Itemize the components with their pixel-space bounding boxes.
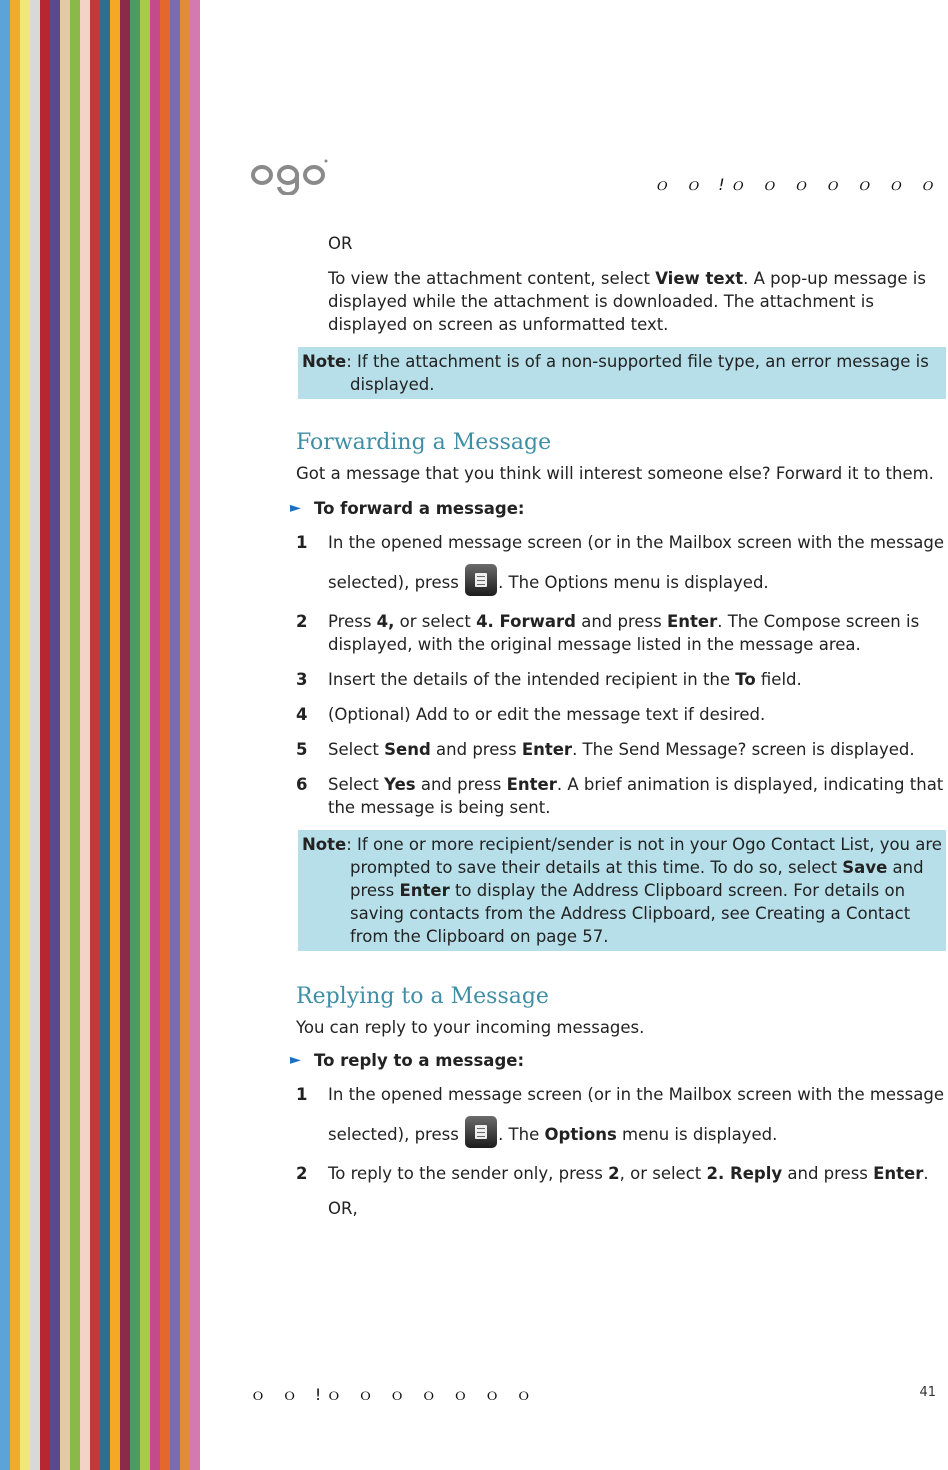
or-text: OR, <box>328 1199 358 1218</box>
section-heading-forward: Forwarding a Message <box>296 430 552 455</box>
arrow-right-icon: ► <box>290 500 301 516</box>
procedure-title-reply: ► To reply to a message: <box>290 1051 525 1070</box>
stripe <box>80 0 90 1470</box>
step-item: 1 In the opened message screen (or in the Mailbox screen with the message selected), press . The Options menu is displayed. <box>296 1083 946 1155</box>
step-item: 6 Select Yes and press Enter. A brief animation is displayed, indicating that the message is being sent. <box>296 775 944 817</box>
footer-title: ｏ ｏ !ｏ ｏ ｏ ｏ ｏ ｏ ｏ <box>250 1385 535 1404</box>
note-box: Note: If the attachment is of a non-supported file type, an error message is displayed. <box>298 347 946 399</box>
stripe <box>0 0 10 1470</box>
page-number: 41 <box>919 1385 936 1400</box>
stripe <box>60 0 70 1470</box>
stripe <box>120 0 130 1470</box>
ogo-logo <box>250 155 330 195</box>
stripe <box>140 0 150 1470</box>
stripe <box>110 0 120 1470</box>
menu-key-icon <box>465 564 497 596</box>
stripe <box>70 0 80 1470</box>
procedure-title-forward: ► To forward a message: <box>290 499 525 518</box>
header-title: ｏ ｏ !ｏ ｏ ｏ ｏ ｏ ｏ ｏ <box>653 175 938 194</box>
note-box: Note: If one or more recipient/sender is not in your Ogo Contact List, you are prompted to save their details at this time. To do so, select Save and press Enter to display the Address Clipboard screen. For details on saving contacts from the Address Clipboard, see Creating a Contact from the Clipboard on page 57. <box>298 830 946 951</box>
view-text-paragraph: To view the attachment content, select View text. A pop-up message is displayed while the attachment is downloaded. The attachment is displayed on screen as unformatted text. <box>328 269 926 334</box>
reply-intro: You can reply to your incoming messages. <box>296 1018 645 1037</box>
stripe <box>190 0 200 1470</box>
stripe <box>20 0 30 1470</box>
menu-key-icon <box>465 1116 497 1148</box>
stripe <box>100 0 110 1470</box>
stripe <box>160 0 170 1470</box>
section-heading-reply: Replying to a Message <box>296 984 549 1009</box>
stripe <box>90 0 100 1470</box>
stripe <box>40 0 50 1470</box>
step-item: 4 (Optional) Add to or edit the message text if desired. <box>296 705 766 724</box>
stripe <box>170 0 180 1470</box>
step-item: 5 Select Send and press Enter. The Send Message? screen is displayed. <box>296 740 915 759</box>
step-item: 2 Press 4, or select 4. Forward and press Enter. The Compose screen is displayed, with the original message listed in the message area. <box>296 612 920 654</box>
stripe <box>150 0 160 1470</box>
stripe <box>180 0 190 1470</box>
main-content <box>290 232 946 1220</box>
forward-intro: Got a message that you think will interest someone else? Forward it to them. <box>296 464 934 483</box>
or-text: OR <box>328 234 353 253</box>
step-item: 1 In the opened message screen (or in the Mailbox screen with the message selected), press . The Options menu is displayed. <box>296 531 946 603</box>
stripe <box>130 0 140 1470</box>
arrow-right-icon: ► <box>290 1052 301 1068</box>
step-item: 3 Insert the details of the intended recipient in the To field. <box>296 670 802 689</box>
stripe <box>50 0 60 1470</box>
stripe <box>10 0 20 1470</box>
step-item: 2 To reply to the sender only, press 2, or select 2. Reply and press Enter. <box>296 1164 929 1183</box>
stripe <box>30 0 40 1470</box>
decorative-stripes <box>0 0 200 1470</box>
